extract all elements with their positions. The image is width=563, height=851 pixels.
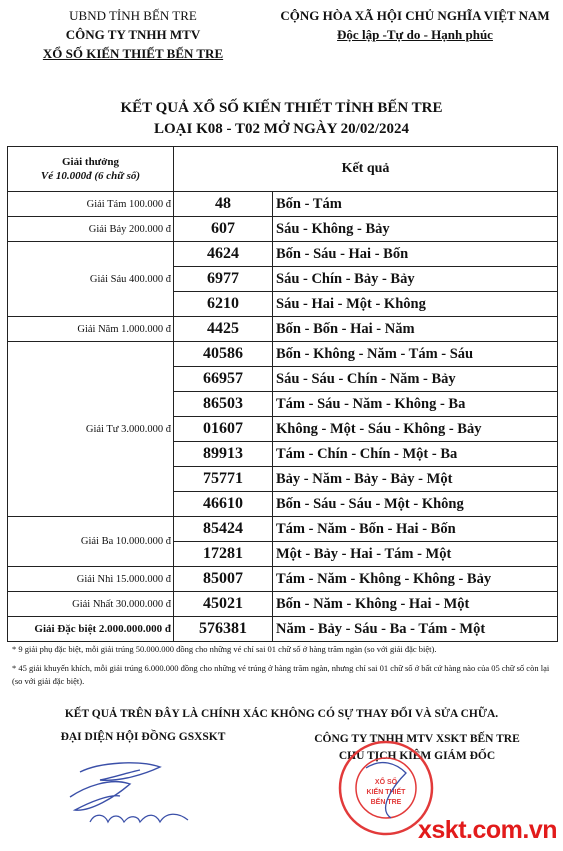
winning-number: 4425 bbox=[174, 317, 273, 342]
number-in-words: Bốn - Tám bbox=[273, 192, 558, 217]
svg-text:XỔ SỐ: XỔ SỐ bbox=[374, 779, 398, 786]
prize-column-header bbox=[8, 147, 174, 192]
prize-row bbox=[8, 617, 558, 642]
organization-header bbox=[8, 6, 258, 63]
number-in-words: Bảy - Năm - Bảy - Bảy - Một bbox=[273, 467, 558, 492]
prize-label: Giải Tư 3.000.000 đ bbox=[8, 342, 174, 517]
national-header bbox=[270, 6, 560, 44]
prize-label: Giải Đặc biệt 2.000.000.000 đ bbox=[8, 617, 174, 642]
number-in-words: Bốn - Sáu - Sáu - Một - Không bbox=[273, 492, 558, 517]
prize-row bbox=[8, 592, 558, 617]
company-representative-org: CÔNG TY TNHH MTV XSKT BẾN TRE bbox=[314, 733, 520, 745]
company-name-text: XỔ SỐ KIẾN THIẾT BẾN TRE bbox=[42, 46, 224, 61]
note-special-consolation: * 9 giải phụ đặc biệt, mỗi giải trúng 50.000.000 đồng cho những vé chỉ sai 01 chữ số ở hàng trăm ngàn (so với giải đặc biệt). bbox=[12, 644, 437, 654]
winning-number: 4624 bbox=[174, 242, 273, 267]
prize-label: Giải Sáu 400.000 đ bbox=[8, 242, 174, 317]
prize-row bbox=[8, 342, 558, 367]
number-in-words: Tám - Năm - Bốn - Hai - Bốn bbox=[273, 517, 558, 542]
winning-number: 6977 bbox=[174, 267, 273, 292]
winning-number: 89913 bbox=[174, 442, 273, 467]
prize-label: Giải Bảy 200.000 đ bbox=[8, 217, 174, 242]
prize-row bbox=[8, 567, 558, 592]
province-committee: UBND TỈNH BẾN TRE bbox=[69, 8, 197, 23]
results-table bbox=[7, 146, 558, 642]
note-encouragement: * 45 giải khuyến khích, mỗi giải trúng 6.000.000 đồng cho những vé trúng ở hàng trăm ngàn, nhưng chỉ sai 01 chữ số ở bất cứ hàng nào của 05 chữ số còn lại (so với giải đặc biệt). bbox=[12, 663, 550, 686]
company-type: CÔNG TY TNHH MTV bbox=[65, 27, 201, 42]
table-header-row bbox=[8, 147, 558, 192]
ticket-note: Vé 10.000đ (6 chữ số) bbox=[40, 170, 141, 182]
number-in-words: Bốn - Sáu - Hai - Bốn bbox=[273, 242, 558, 267]
winning-number: 48 bbox=[174, 192, 273, 217]
prize-row bbox=[8, 317, 558, 342]
number-in-words: Bốn - Năm - Không - Hai - Một bbox=[273, 592, 558, 617]
winning-number: 75771 bbox=[174, 467, 273, 492]
winning-number: 607 bbox=[174, 217, 273, 242]
winning-number: 576381 bbox=[174, 617, 273, 642]
company-representative-title: CHỦ TỊCH KIÊM GIÁM ĐỐC bbox=[338, 750, 496, 762]
winning-number: 85007 bbox=[174, 567, 273, 592]
number-in-words: Một - Bảy - Hai - Tám - Một bbox=[273, 542, 558, 567]
number-in-words: Bốn - Bốn - Hai - Năm bbox=[273, 317, 558, 342]
number-in-words: Sáu - Hai - Một - Không bbox=[273, 292, 558, 317]
winning-number: 86503 bbox=[174, 392, 273, 417]
prize-column-title: Giải thưởng bbox=[61, 156, 119, 168]
number-in-words: Năm - Bảy - Sáu - Ba - Tám - Một bbox=[273, 617, 558, 642]
council-representative: ĐẠI DIỆN HỘI ĐỒNG GSXSKT bbox=[60, 731, 226, 743]
council-signature bbox=[60, 752, 210, 837]
confirmation-statement: KẾT QUẢ TRÊN ĐÂY LÀ CHÍNH XÁC KHÔNG CÓ SỰ THAY ĐỔI VÀ SỬA CHỮA. bbox=[64, 708, 499, 720]
result-column-header: Kết quả bbox=[174, 147, 558, 192]
prize-row bbox=[8, 242, 558, 267]
number-in-words: Không - Một - Sáu - Không - Bảy bbox=[273, 417, 558, 442]
document-title: KẾT QUẢ XỔ SỐ KIẾN THIẾT TỈNH BẾN TRE bbox=[120, 100, 443, 116]
number-in-words: Bốn - Không - Năm - Tám - Sáu bbox=[273, 342, 558, 367]
prize-label: Giải Ba 10.000.000 đ bbox=[8, 517, 174, 567]
winning-number: 17281 bbox=[174, 542, 273, 567]
prize-label: Giải Nhất 30.000.000 đ bbox=[8, 592, 174, 617]
prize-label: Giải Tám 100.000 đ bbox=[8, 192, 174, 217]
national-title: CỘNG HÒA XÃ HỘI CHỦ NGHĨA VIỆT NAM bbox=[280, 8, 550, 23]
company-name bbox=[8, 44, 258, 63]
prize-label: Giải Nhì 15.000.000 đ bbox=[8, 567, 174, 592]
svg-text:KIẾN THIẾT: KIẾN THIẾT bbox=[366, 789, 406, 796]
winning-number: 66957 bbox=[174, 367, 273, 392]
prize-label: Giải Năm 1.000.000 đ bbox=[8, 317, 174, 342]
winning-number: 45021 bbox=[174, 592, 273, 617]
number-in-words: Sáu - Không - Bảy bbox=[273, 217, 558, 242]
winning-number: 40586 bbox=[174, 342, 273, 367]
prize-row bbox=[8, 217, 558, 242]
national-motto: Độc lập -Tự do - Hạnh phúc bbox=[337, 27, 493, 42]
winning-number: 46610 bbox=[174, 492, 273, 517]
number-in-words: Tám - Năm - Không - Không - Bảy bbox=[273, 567, 558, 592]
prize-row bbox=[8, 517, 558, 542]
number-in-words: Sáu - Chín - Bảy - Bảy bbox=[273, 267, 558, 292]
svg-text:BẾN TRE: BẾN TRE bbox=[370, 799, 402, 806]
winning-number: 01607 bbox=[174, 417, 273, 442]
winning-number: 85424 bbox=[174, 517, 273, 542]
winning-number: 6210 bbox=[174, 292, 273, 317]
draw-info: LOẠI K08 - T02 MỞ NGÀY 20/02/2024 bbox=[153, 121, 409, 137]
site-watermark: xskt.com.vn bbox=[417, 816, 557, 844]
number-in-words: Sáu - Sáu - Chín - Năm - Bảy bbox=[273, 367, 558, 392]
number-in-words: Tám - Sáu - Năm - Không - Ba bbox=[273, 392, 558, 417]
number-in-words: Tám - Chín - Chín - Một - Ba bbox=[273, 442, 558, 467]
prize-row bbox=[8, 192, 558, 217]
